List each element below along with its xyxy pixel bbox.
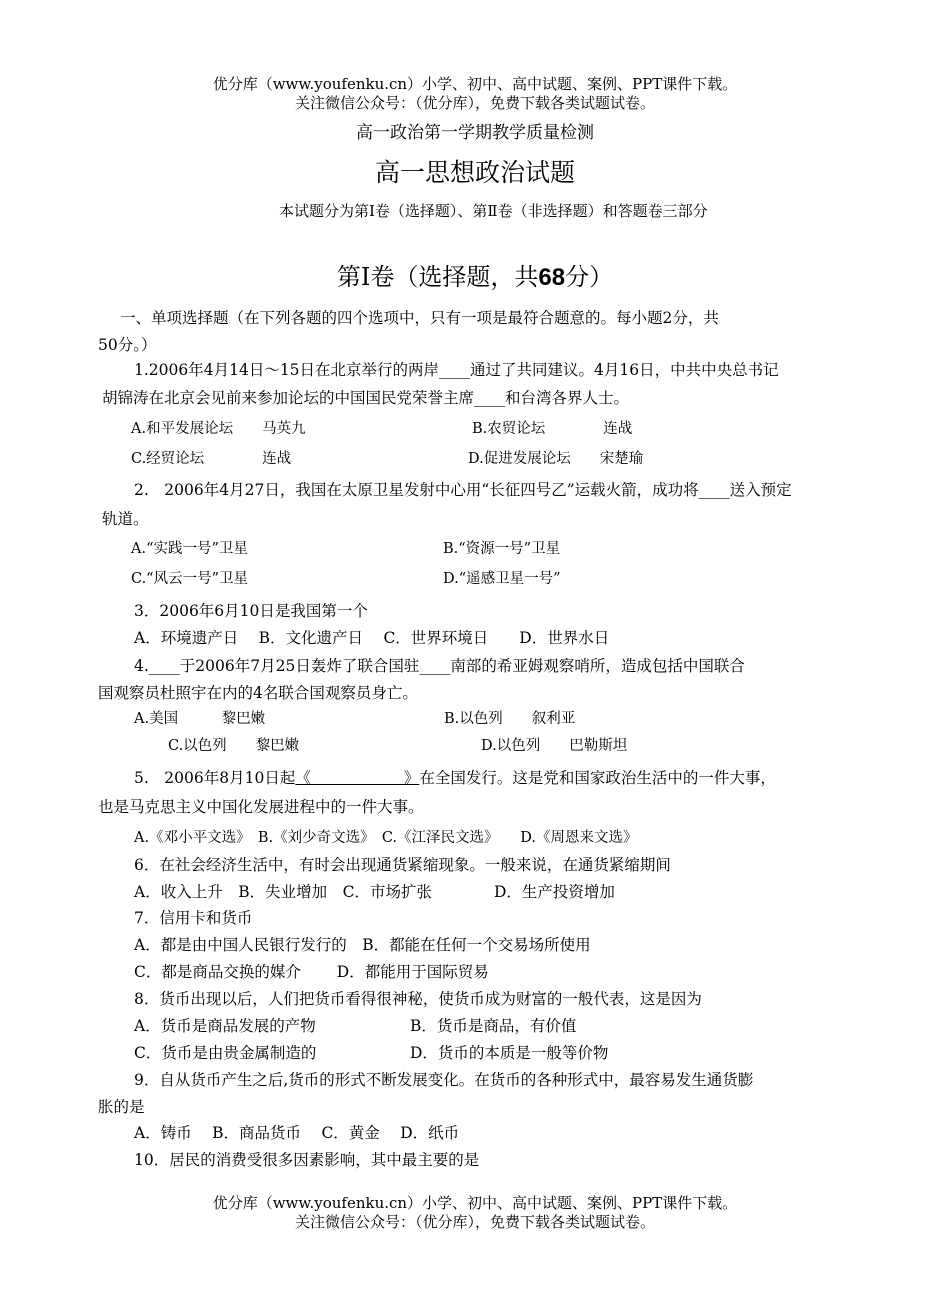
footer-line-1: 优分库（www.youfenku.cn）小学、初中、高中试题、案例、PPT课件下载。 <box>212 1194 738 1212</box>
header-line-1: 优分库（www.youfenku.cn）小学、初中、高中试题、案例、PPT课件下载。 <box>212 75 738 93</box>
q1-option-b: B.农贸论坛 连战 <box>472 421 633 437</box>
q10-stem: 10．居民的消费受很多因素影响，其中最主要的是 <box>134 1151 480 1169</box>
q9-stem-line-2: 胀的是 <box>98 1098 145 1116</box>
q5-stem-line-1 <box>134 766 776 788</box>
section-title-suffix: 分） <box>565 263 614 291</box>
q3-stem: 3．2006年6月10日是我国第一个 <box>134 602 368 620</box>
exam-name: 高一政治第一学期教学质量检测 <box>356 123 594 143</box>
q2-option-c: C.“风云一号”卫星 <box>131 571 249 587</box>
q7-options-cd: C．都是商品交换的媒介 D．都能用于国际贸易 <box>134 963 489 981</box>
q5-stem-before: 5. 2006年8月10日起 <box>134 769 296 787</box>
q8-option-b: B．货币是商品，有价值 <box>410 1017 577 1035</box>
q8-option-a: A．货币是商品发展的产物 <box>134 1017 316 1035</box>
q8-option-d: D．货币的本质是一般等价物 <box>410 1044 609 1062</box>
instructions-line-2: 50分。） <box>98 336 157 354</box>
q4-stem-line-2: 国观察员杜照宇在内的4名联合国观察员身亡。 <box>98 684 418 702</box>
section-title-prefix: 第Ⅰ卷（选择题，共 <box>336 263 539 291</box>
header-line-2: 关注微信公众号：（优分库），免费下载各类试题试卷。 <box>294 94 655 112</box>
q5-blank: 《 》 <box>295 769 420 787</box>
q3-options: A．环境遗产日 B．文化遗产日 C．世界环境日 D．世界水日 <box>134 629 610 647</box>
q1-stem-line-2: 胡锦涛在北京会见前来参加论坛的中国国民党荣誉主席____和台湾各界人士。 <box>102 389 630 407</box>
q5-stem-after: 在全国发行。这是党和国家政治生活中的一件大事， <box>419 769 776 787</box>
q8-option-c: C．货币是由贵金属制造的 <box>134 1044 317 1062</box>
q2-stem-line-1: 2. 2006年4月27日，我国在太原卫星发射中心用“长征四号乙”运载火箭，成功将____送入预定 <box>134 481 792 499</box>
footer-line-2: 关注微信公众号：（优分库），免费下载各类试题试卷。 <box>294 1213 655 1231</box>
q5-options: A.《邓小平文选》 B.《刘少奇文选》 C.《江泽民文选》 D.《周恩来文选》 <box>134 830 638 846</box>
q2-option-a: A.“实践一号”卫星 <box>131 541 248 557</box>
q7-stem: 7．信用卡和货币 <box>134 909 253 927</box>
q2-option-b: B.“资源一号”卫星 <box>443 541 561 557</box>
q1-option-d: D.促进发展论坛 宋楚瑜 <box>468 451 644 467</box>
q9-options: A．铸币 B．商品货币 C．黄金 D．纸币 <box>134 1124 460 1142</box>
q4-option-c: C.以色列 黎巴嫩 <box>168 738 300 754</box>
q4-option-d: D.以色列 巴勒斯坦 <box>481 738 628 754</box>
q2-stem-line-2: 轨道。 <box>102 510 149 528</box>
exam-description: 本试题分为第Ⅰ卷（选择题）、第Ⅱ卷（非选择题）和答题卷三部分 <box>279 202 708 220</box>
q1-option-c: C.经贸论坛 连战 <box>131 451 292 467</box>
q4-option-a: A.美国 黎巴嫩 <box>134 711 266 727</box>
q6-stem: 6．在社会经济生活中，有时会出现通货紧缩现象。一般来说，在通货紧缩期间 <box>134 856 671 874</box>
section-title <box>0 257 950 292</box>
q4-stem-line-1: 4.____于2006年7月25日轰炸了联合国驻____南部的希亚姆观察哨所，造成包括中国联合 <box>134 657 745 675</box>
q1-stem-line-1: 1.2006年4月14日～15日在北京举行的两岸____通过了共同建议。4月16日，中共中央总书记 <box>134 361 779 379</box>
q2-option-d: D.“遥感卫星一号” <box>443 571 561 587</box>
q9-stem-line-1: 9．自从货币产生之后,货币的形式不断发展变化。在货币的各种形式中，最容易发生通货膨 <box>134 1071 754 1089</box>
q6-options: A．收入上升 B．失业增加 C．市场扩张 D．生产投资增加 <box>134 883 615 901</box>
section-score: 68 <box>538 264 566 291</box>
subject-title: 高一思想政治试题 <box>374 158 575 187</box>
q7-options-ab: A．都是由中国人民银行发行的 B．都能在任何一个交易场所使用 <box>134 936 591 954</box>
instructions-line-1: 一、单项选择题（在下列各题的四个选项中，只有一项是最符合题意的。每小题2分，共 <box>120 309 719 327</box>
q1-option-a: A.和平发展论坛 马英九 <box>131 421 306 437</box>
q4-option-b: B.以色列 叙利亚 <box>444 711 576 727</box>
q8-stem: 8．货币出现以后，人们把货币看得很神秘，使货币成为财富的一般代表，这是因为 <box>134 990 702 1008</box>
q5-stem-line-2: 也是马克思主义中国化发展进程中的一件大事。 <box>98 798 424 816</box>
